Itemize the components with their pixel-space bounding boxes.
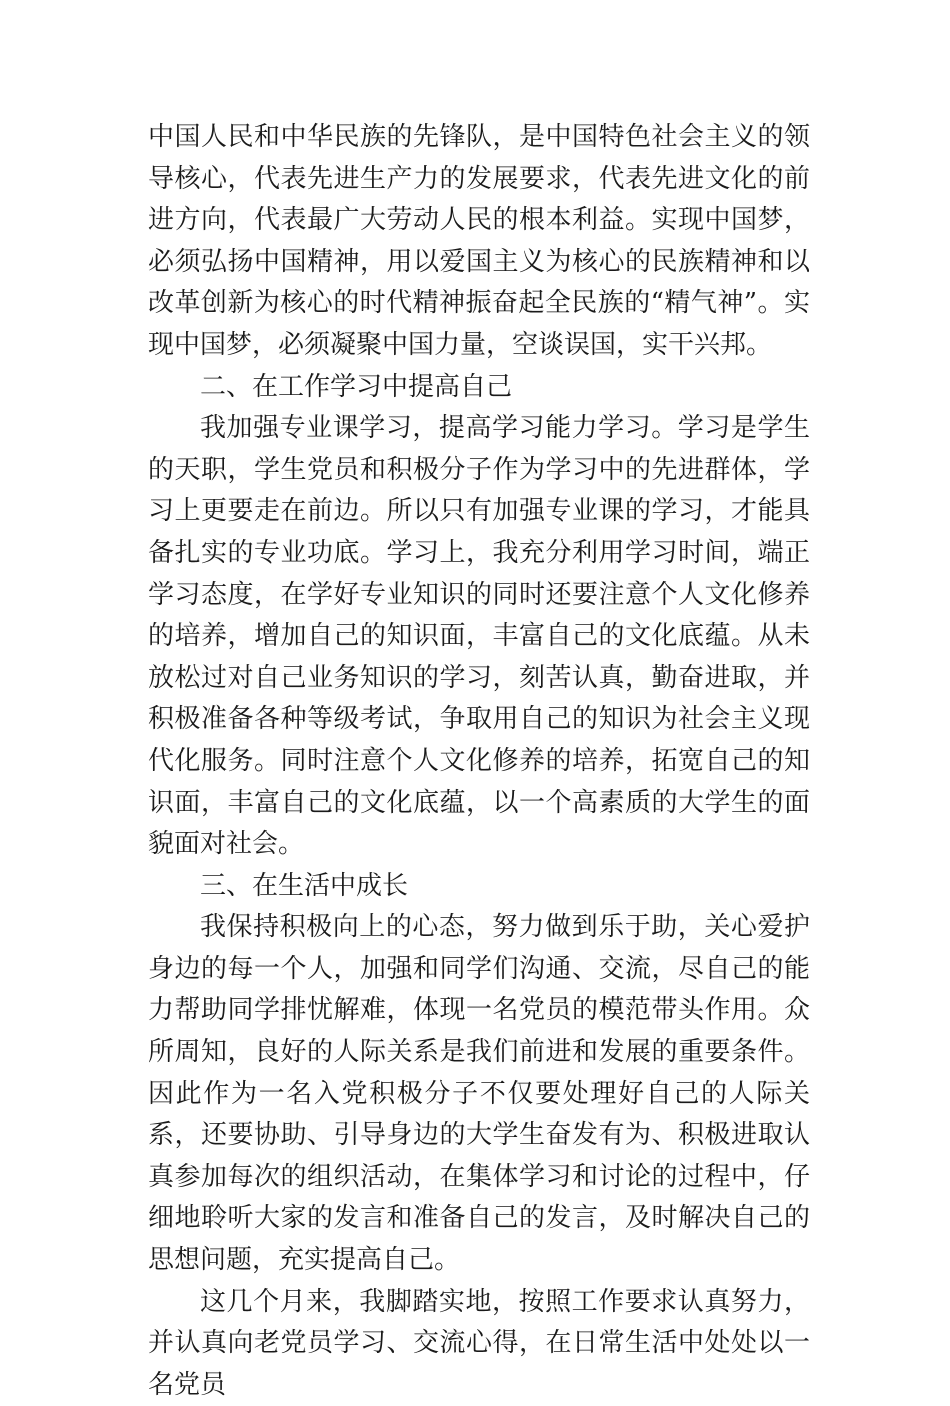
document-page [148, 117, 810, 1406]
paragraph-study: 我加强专业课学习，提高学习能力学习。学习是学生的天职，学生党员和积极分子作为学习中的先进群体，学习上更要走在前边。所以只有加强专业课的学习，才能具备扎实的专业功底。学习上，我充分利用学习时间，端正学习态度，在学好专业知识的同时还要注意个人文化修养的培养，增加自己的知识面，丰富自己的文化底蕴。从未放松过对自己业务知识的学习，刻苦认真，勤奋进取，并积极准备各种等级考试，争取用自己的知识为社会主义现代化服务。同时注意个人文化修养的培养，拓宽自己的知识面，丰富自己的文化底蕴，以一个高素质的大学生的面貌面对社会。 [148, 413, 810, 860]
section-heading-work-study: 二、在工作学习中提高自己 [200, 371, 513, 402]
paragraph-continuation: 中国人民和中华民族的先锋队，是中国特色社会主义的领导核心，代表先进生产力的发展要求，代表先进文化的前进方向，代表最广大劳动人民的根本利益。实现中国梦，必须弘扬中国精神，用以爱国主义为核心的民族精神和以改革创新为核心的时代精神振奋起全民族的“精气神”。实现中国梦，必须凝聚中国力量，空谈误国，实干兴邦。 [148, 122, 810, 360]
section-heading-life: 三、在生活中成长 [200, 870, 409, 901]
paragraph-life: 我保持积极向上的心态，努力做到乐于助，关心爱护身边的每一个人，加强和同学们沟通、交流，尽自己的能力帮助同学排忧解难，体现一名党员的模范带头作用。众所周知，良好的人际关系是我们前进和发展的重要条件。因此作为一名入党积极分子不仅要处理好自己的人际关系，还要协助、引导身边的大学生奋发有为、积极进取认真参加每次的组织活动，在集体学习和讨论的过程中，仔细地聆听大家的发言和准备自己的发言，及时解决自己的思想问题，充实提高自己。 [148, 912, 810, 1276]
paragraph-recent-months: 这几个月来，我脚踏实地，按照工作要求认真努力，并认真向老党员学习、交流心得，在日常生活中处处以一名党员 [148, 1286, 810, 1400]
